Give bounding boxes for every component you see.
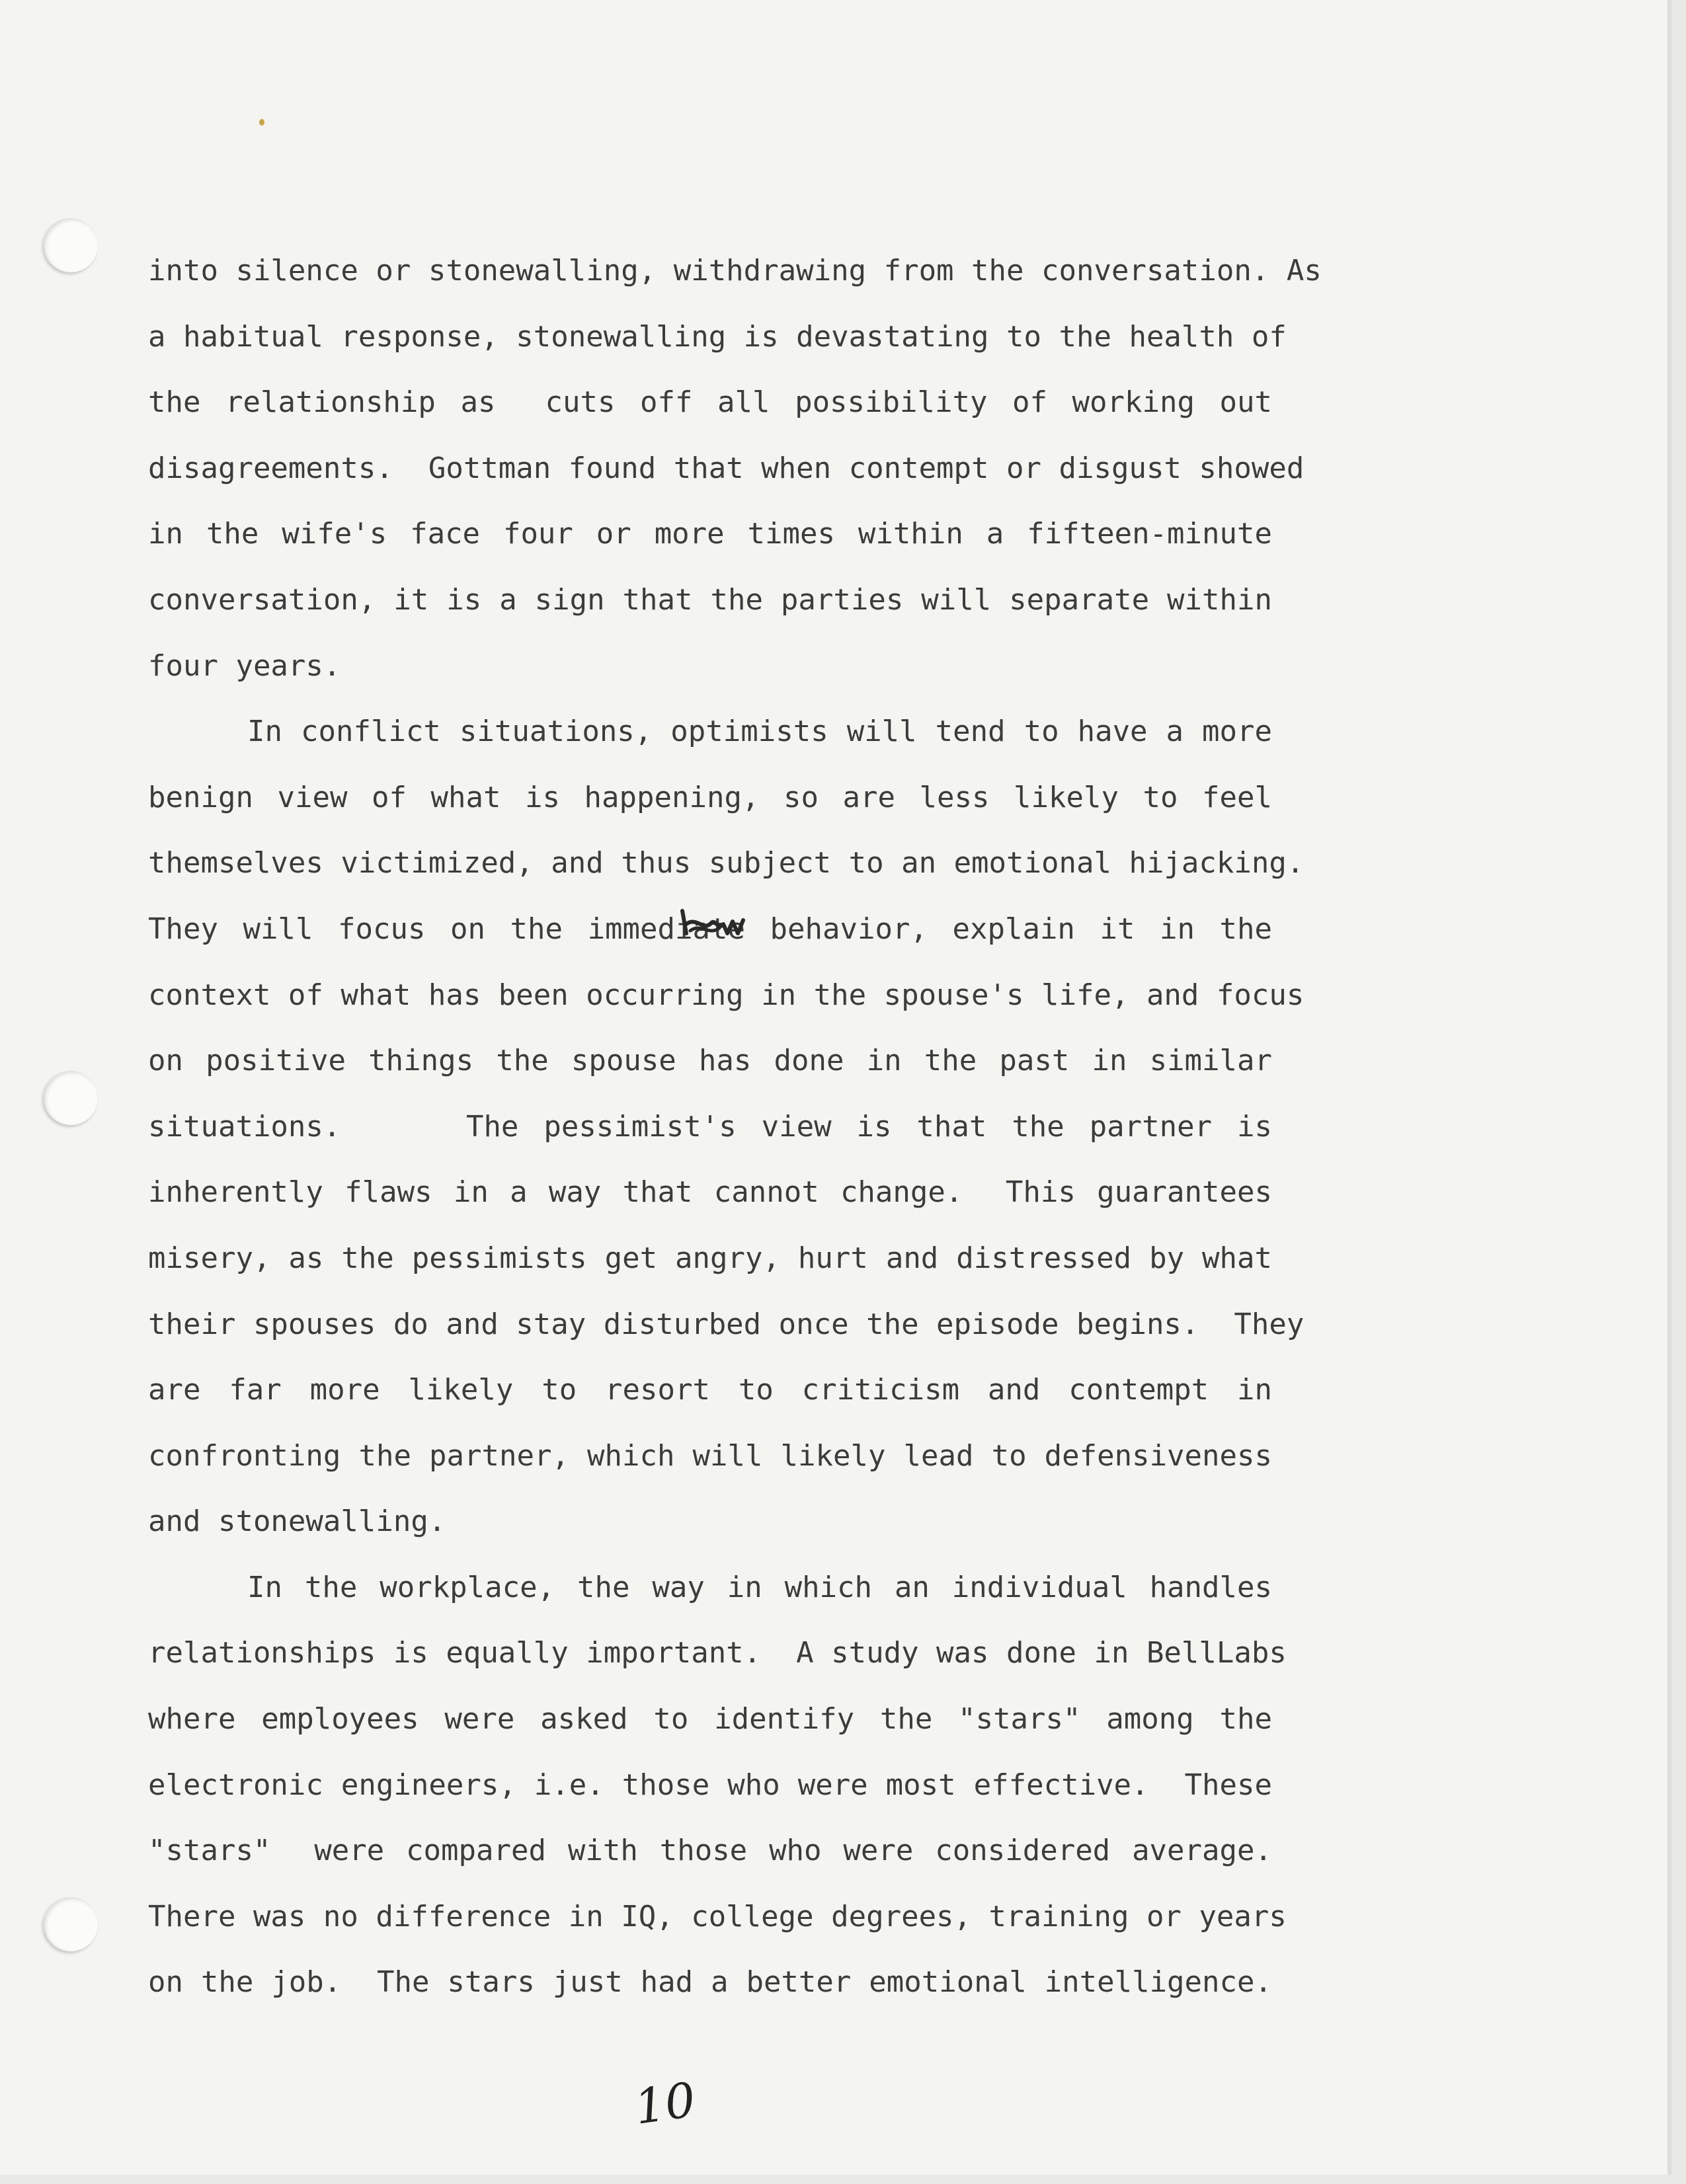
text-line: disagreements. Gottman found that when contempt or disgust showed — [148, 451, 1305, 485]
text-line: relationships is equally important. A study was done in BellLabs — [148, 1636, 1287, 1670]
text-line: a habitual response, stonewalling is devastating to the health of — [148, 319, 1287, 354]
page-number: 10 — [631, 2072, 700, 2135]
text-line: four years. — [148, 648, 341, 683]
binder-hole-top — [44, 218, 98, 272]
paper-speck — [259, 119, 264, 126]
paragraph-first-line: In the workplace, the way in which an individual handles — [247, 1570, 1272, 1604]
text-line: There was no difference in IQ, college degrees, training or years — [148, 1899, 1287, 1933]
text-line: are far more likely to resort to criticism and contempt in — [148, 1373, 1272, 1407]
binder-hole-middle — [44, 1071, 98, 1125]
text-line: They will focus on the immediate behavior, explain it in the — [148, 912, 1272, 946]
text-line: themselves victimized, and thus subject to an emotional hijacking. — [148, 846, 1305, 880]
text-line: on the job. The stars just had a better emotional intelligence. — [148, 1965, 1272, 2000]
paragraph-first-line: In conflict situations, optimists will tend to have a more — [247, 715, 1272, 749]
text-line: where employees were asked to identify the "stars" among the — [148, 1702, 1272, 1736]
text-line: on positive things the spouse has done in the past in similar — [148, 1044, 1272, 1078]
text-line: misery, as the pessimists get angry, hurt and distressed by what — [148, 1241, 1272, 1275]
text-line: and stonewalling. — [148, 1504, 446, 1539]
text-line: electronic engineers, i.e. those who were most effective. These — [148, 1768, 1272, 1802]
text-line: the relationship as cuts off all possibility of working out — [148, 385, 1272, 420]
text-line: their spouses do and stay disturbed once the episode begins. They — [148, 1307, 1305, 1341]
binder-hole-bottom — [44, 1897, 98, 1951]
document-body — [148, 238, 1322, 2015]
text-line: into silence or stonewalling, withdrawing from the conversation. As — [148, 254, 1322, 288]
text-line: benign view of what is happening, so are less likely to feel — [148, 780, 1272, 814]
handwritten-correction-scribble — [677, 904, 750, 944]
text-line: confronting the partner, which will likely lead to defensiveness — [148, 1438, 1272, 1473]
text-line: "stars" were compared with those who were considered average. — [148, 1834, 1272, 1868]
text-line: situations. The pessimist's view is that the partner is — [148, 1109, 1272, 1144]
text-line: conversation, it is a sign that the parties will separate within — [148, 582, 1272, 617]
text-line: inherently flaws in a way that cannot change. This guarantees — [148, 1175, 1272, 1210]
text-line: context of what has been occurring in the spouse's life, and focus — [148, 978, 1305, 1012]
text-line: in the wife's face four or more times within a fifteen-minute — [148, 517, 1272, 551]
